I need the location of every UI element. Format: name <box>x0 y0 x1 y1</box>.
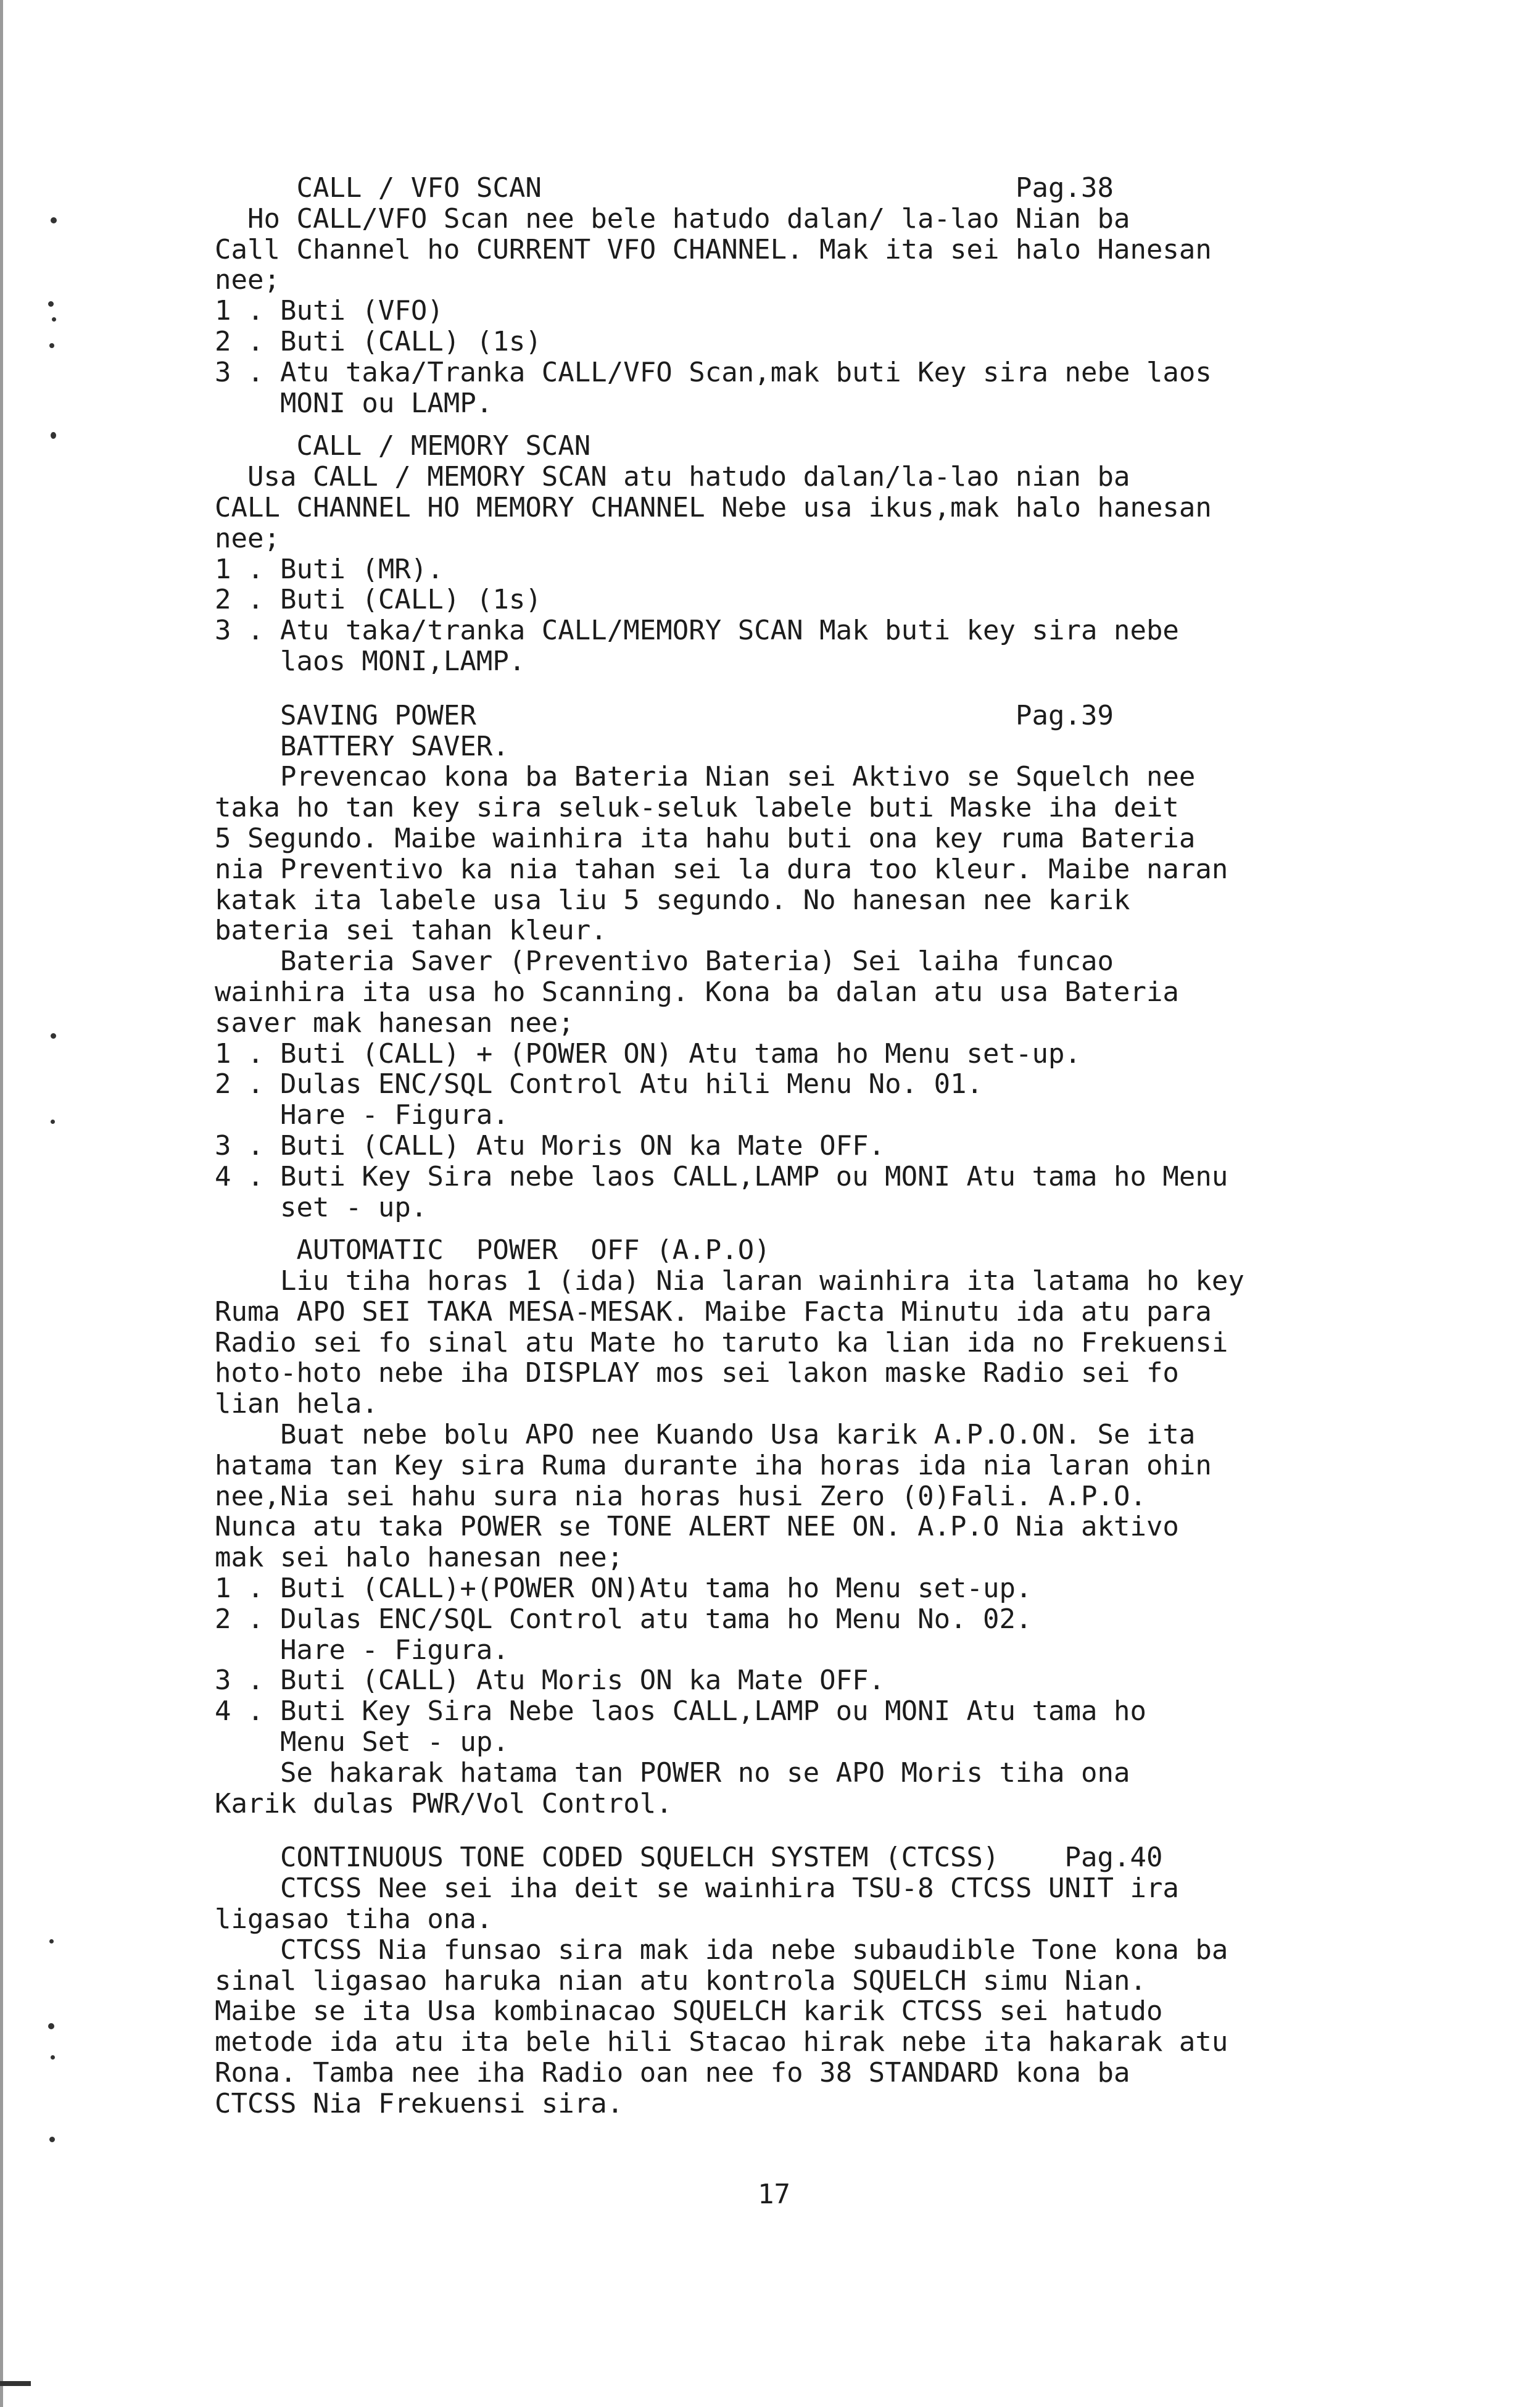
section-call-memory-scan <box>215 431 1399 676</box>
section-saving-power <box>215 700 1399 1223</box>
text-line: mak sei halo hanesan nee; <box>215 1542 624 1574</box>
section-subheading: BATTERY SAVER. <box>215 730 509 762</box>
scan-speck <box>49 2137 55 2142</box>
text-line: nia Preventivo ka nia tahan sei la dura too kleur. Maibe naran <box>215 853 1228 885</box>
list-item: 1 . Buti (CALL)+(POWER ON)Atu tama ho Menu set-up. <box>215 1573 1032 1605</box>
text-line: Liu tiha horas 1 (ida) Nia laran wainhira ita latama ho key <box>215 1265 1244 1297</box>
text-line: saver mak hanesan nee; <box>215 1007 574 1039</box>
text-line: CTCSS Nia funsao sira mak ida nebe subaudible Tone kona ba <box>215 1934 1228 1966</box>
text-line: taka ho tan key sira seluk-seluk labele buti Maske iha deit <box>215 792 1179 824</box>
text-line: ligasao tiha ona. <box>215 1903 493 1935</box>
list-item: 2 . Dulas ENC/SQL Control atu tama ho Menu No. 02. <box>215 1603 1032 1635</box>
list-item: 1 . Buti (MR). <box>215 553 444 585</box>
section-heading: CALL / VFO SCAN Pag.38 <box>215 172 1114 204</box>
list-item: 4 . Buti Key Sira Nebe laos CALL,LAMP ou MONI Atu tama ho <box>215 1695 1146 1727</box>
list-item: 3 . Buti (CALL) Atu Moris ON ka Mate OFF. <box>215 1129 885 1162</box>
text-line: CTCSS Nia Frekuensi sira. <box>215 2087 624 2119</box>
text-line: CALL CHANNEL HO MEMORY CHANNEL Nebe usa ikus,mak halo hanesan <box>215 491 1212 523</box>
text-line: nee; <box>215 522 280 554</box>
text-line: Rona. Tamba nee iha Radio oan nee fo 38 STANDARD kona ba <box>215 2057 1130 2089</box>
list-item: 3 . Buti (CALL) Atu Moris ON ka Mate OFF. <box>215 1665 885 1697</box>
scan-speck <box>49 1939 54 1943</box>
text-line: Ruma APO SEI TAKA MESA-MESAK. Maibe Facta Minutu ida atu para <box>215 1295 1212 1328</box>
scan-speck <box>52 317 56 322</box>
scan-speck <box>49 343 54 348</box>
list-item: Hare - Figura. <box>215 1099 509 1131</box>
text-line: Karik dulas PWR/Vol Control. <box>215 1787 673 1819</box>
document-text <box>215 173 1399 2119</box>
text-line: metode ida atu ita bele hili Stacao hirak nebe ita hakarak atu <box>215 2026 1228 2058</box>
text-line: Se hakarak hatama tan POWER no se APO Moris tiha ona <box>215 1756 1130 1789</box>
list-item: Menu Set - up. <box>215 1726 509 1758</box>
page-number: 17 <box>758 2179 790 2210</box>
text-line: wainhira ita usa ho Scanning. Kona ba dalan atu usa Bateria <box>215 976 1179 1008</box>
list-item: 1 . Buti (VFO) <box>215 295 444 327</box>
text-line: Usa CALL / MEMORY SCAN atu hatudo dalan/la-lao nian ba <box>215 461 1130 493</box>
list-item: 4 . Buti Key Sira nebe laos CALL,LAMP ou MONI Atu tama ho Menu <box>215 1160 1228 1192</box>
section-heading: SAVING POWER Pag.39 <box>215 699 1114 731</box>
section-call-vfo-scan <box>215 173 1399 418</box>
list-item: 2 . Buti (CALL) (1s) <box>215 325 542 357</box>
text-line: Ho CALL/VFO Scan nee bele hatudo dalan/ la-lao Nian ba <box>215 202 1130 235</box>
text-line: lian hela. <box>215 1388 378 1420</box>
scan-speck <box>51 1033 56 1039</box>
text-line: nee; <box>215 264 280 296</box>
section-automatic-power-off <box>215 1235 1399 1819</box>
list-item: MONI ou LAMP. <box>215 387 493 419</box>
text-line: hatama tan Key sira Ruma durante iha horas ida nia laran ohin <box>215 1449 1212 1481</box>
section-ctcss <box>215 1842 1399 2119</box>
scan-speck <box>51 1120 55 1124</box>
text-line: nee,Nia sei hahu sura nia horas husi Zero (0)Fali. A.P.O. <box>215 1480 1146 1512</box>
scan-speck <box>48 2023 54 2029</box>
text-line: Bateria Saver (Preventivo Bateria) Sei laiha funcao <box>215 946 1114 978</box>
list-item: laos MONI,LAMP. <box>215 645 526 677</box>
page-edge-shadow <box>0 0 3 2407</box>
scan-speck <box>51 2055 55 2060</box>
text-line: bateria sei tahan kleur. <box>215 915 607 947</box>
text-line: CTCSS Nee sei iha deit se wainhira TSU-8 CTCSS UNIT ira <box>215 1873 1179 1905</box>
list-item: set - up. <box>215 1191 428 1223</box>
list-item: Hare - Figura. <box>215 1634 509 1666</box>
list-item: 2 . Buti (CALL) (1s) <box>215 584 542 616</box>
text-line: sinal ligasao haruka nian atu kontrola SQUELCH simu Nian. <box>215 1964 1146 1997</box>
text-line: Radio sei fo sinal atu Mate ho taruto ka lian ida no Frekuensi <box>215 1326 1228 1358</box>
text-line: 5 Segundo. Maibe wainhira ita hahu buti ona key ruma Bateria <box>215 822 1196 854</box>
text-line: Buat nebe bolu APO nee Kuando Usa karik A.P.O.ON. Se ita <box>215 1419 1196 1451</box>
section-heading: CONTINUOUS TONE CODED SQUELCH SYSTEM (CTCSS) Pag.40 <box>215 1842 1163 1874</box>
section-heading: CALL / MEMORY SCAN <box>215 430 591 462</box>
list-item: 3 . Atu taka/Tranka CALL/VFO Scan,mak buti Key sira nebe laos <box>215 356 1212 388</box>
text-line: Call Channel ho CURRENT VFO CHANNEL. Mak ita sei halo Hanesan <box>215 233 1212 265</box>
text-line: Prevencao kona ba Bateria Nian sei Aktivo se Squelch nee <box>215 761 1196 793</box>
text-line: katak ita labele usa liu 5 segundo. No hanesan nee karik <box>215 884 1130 916</box>
scan-speck <box>51 432 56 439</box>
text-line: Nunca atu taka POWER se TONE ALERT NEE ON. A.P.O Nia aktivo <box>215 1511 1179 1543</box>
section-heading: AUTOMATIC POWER OFF (A.P.O) <box>215 1234 771 1266</box>
scan-speck <box>48 301 54 307</box>
list-item: 3 . Atu taka/tranka CALL/MEMORY SCAN Mak buti key sira nebe <box>215 615 1179 647</box>
bottom-edge-mark <box>0 2381 31 2386</box>
text-line: hoto-hoto nebe iha DISPLAY mos sei lakon maske Radio sei fo <box>215 1357 1179 1389</box>
scan-speck <box>51 217 57 223</box>
text-line: Maibe se ita Usa kombinacao SQUELCH karik CTCSS sei hatudo <box>215 1995 1163 2027</box>
list-item: 1 . Buti (CALL) + (POWER ON) Atu tama ho Menu set-up. <box>215 1037 1081 1070</box>
list-item: 2 . Dulas ENC/SQL Control Atu hili Menu No. 01. <box>215 1068 983 1100</box>
